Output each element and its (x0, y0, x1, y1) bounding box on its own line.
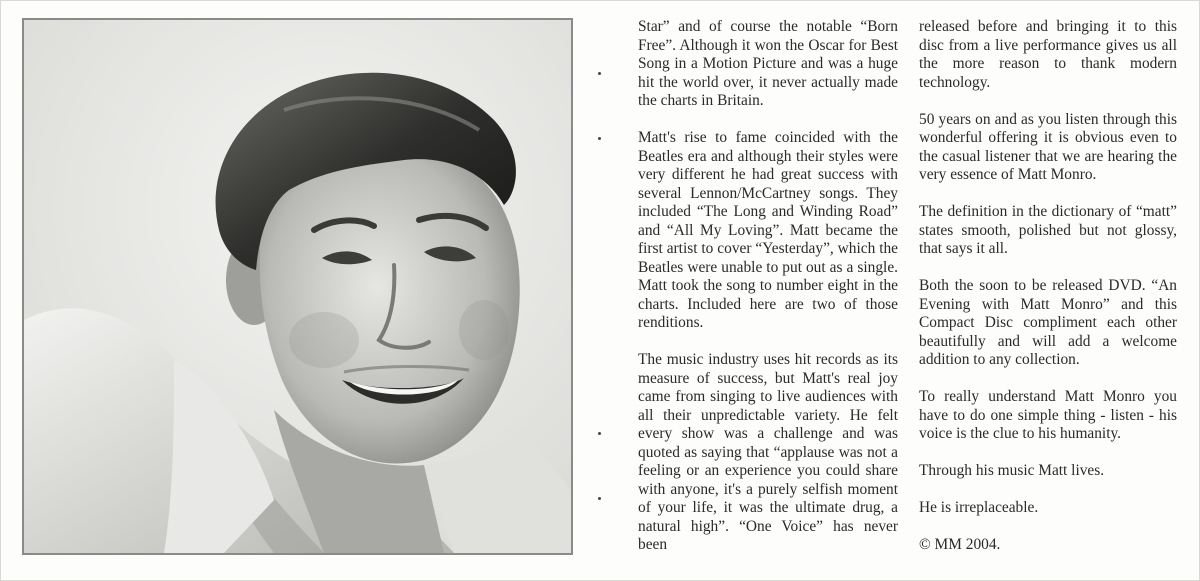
paragraph: released before and bringing it to this disc from a live performance gives us all the more reason to thank modern technology. (919, 18, 1177, 91)
paragraph: 50 years on and as you listen through this wonderful offering it is obvious even to the casual listener that we are hearing the very essence of Matt Monro. (919, 110, 1177, 183)
paragraph: The music industry uses hit records as its measure of success, but Matt's real joy came from singing to live audiences with all their unpredictable variety. He felt every show was a challenge and was quoted as saying that “applause was not a feeling or an experience you could share with anyone, it's a purely selfish moment of your life, it was the ultimate drug, a natural high”. “One Voice” has never been (638, 351, 898, 553)
paragraph: The definition in the dictionary of “matt” states smooth, polished but not glossy, that says it all. (919, 203, 1177, 257)
copyright-line: © MM 2004. (919, 536, 1001, 553)
print-speck (598, 497, 601, 500)
paragraph: To really understand Matt Monro you have to do one simple thing - listen - his voice is the clue to his humanity. (919, 388, 1177, 442)
paragraph: Matt's rise to fame coincided with the Beatles era and although their styles were very different he had great success with several Lennon/McCartney songs. They included “The Long and Winding Road” and “All My Loving”. Matt became the first artist to cover “Yesterday”, which the Beatles were unable to put out as a single. Matt took the song to number eight in the charts. Included here are two of those renditions. (638, 129, 898, 331)
text-column-right (919, 18, 1177, 555)
paragraph: Both the soon to be released DVD. “An Evening with Matt Monro” and this Compact Disc compliment each other beautifully and will add a welcome addition to any collection. (919, 277, 1177, 368)
print-speck (598, 72, 601, 75)
paragraph: Through his music Matt lives. (919, 462, 1105, 479)
portrait-illustration (24, 20, 571, 553)
paragraph: Star” and of course the notable “Born Free”. Although it won the Oscar for Best Song in a Motion Picture and was a huge hit the world over, it never actually made the charts in Britain. (638, 18, 898, 109)
paragraph: He is irreplaceable. (919, 499, 1039, 516)
print-speck (598, 432, 601, 435)
portrait-photo (22, 18, 573, 555)
print-speck (598, 137, 601, 140)
text-column-left (638, 18, 898, 555)
